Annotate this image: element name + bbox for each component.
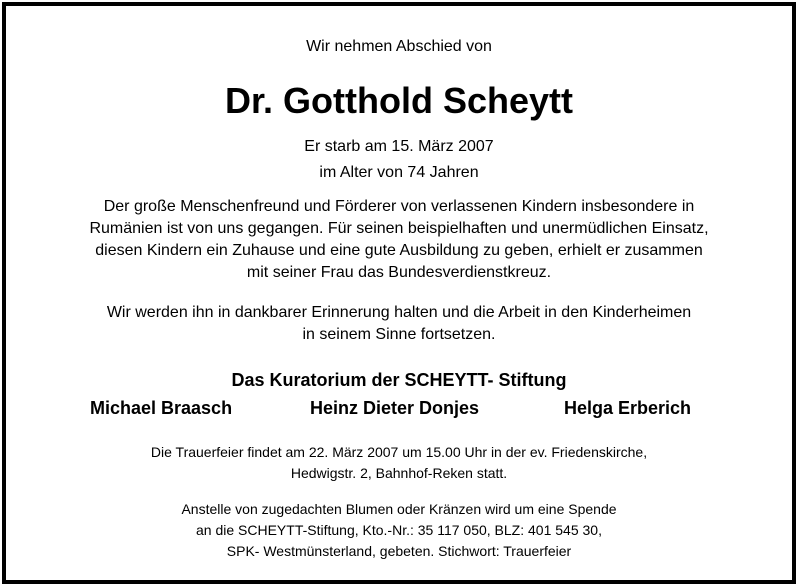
remembrance-line-2: in seinem Sinne fortsetzen. <box>302 326 496 343</box>
donation-line-1: Anstelle von zugedachten Blumen oder Kränzen wird um eine Spende <box>181 501 617 517</box>
member-name: Heinz Dieter Donjes <box>310 398 480 418</box>
member-name: Michael Braasch <box>90 398 233 418</box>
member-name: Helga Erberich <box>564 398 692 418</box>
death-date: Er starb am 15. März 2007 <box>304 138 494 155</box>
tribute-line-4: mit seiner Frau das Bundesverdienstkreuz. <box>246 264 552 281</box>
donation-line-3: SPK- Westmünsterland, gebeten. Stichwort: Trauerfeier <box>226 543 572 559</box>
intro-text: Wir nehmen Abschied von <box>306 38 492 55</box>
board-title: Das Kuratorium der SCHEYTT- Stiftung <box>231 370 567 390</box>
funeral-line-2: Hedwigstr. 2, Bahnhof-Reken statt. <box>290 465 508 481</box>
remembrance-line-1: Wir werden ihn in dankbarer Erinnerung halten und die Arbeit in den Kinderheimen <box>106 304 692 321</box>
tribute-line-1: Der große Menschenfreund und Förderer von verlassenen Kindern insbesondere in <box>103 198 695 215</box>
funeral-line-1: Die Trauerfeier findet am 22. März 2007 um 15.00 Uhr in der ev. Friedenskirche, <box>150 444 648 460</box>
tribute-line-2: Rumänien ist von uns gegangen. Für seinen beispielhaften und unermüdlichen Einsatz, <box>89 220 709 237</box>
notice-border <box>2 2 796 584</box>
deceased-name: Dr. Gotthold Scheytt <box>224 80 573 121</box>
age-at-death: im Alter von 74 Jahren <box>319 164 479 181</box>
tribute-line-3: diesen Kindern ein Zuhause und eine gute Ausbildung zu geben, erhielt er zusammen <box>95 242 703 259</box>
donation-line-2: an die SCHEYTT-Stiftung, Kto.-Nr.: 35 117 050, BLZ: 401 545 30, <box>196 522 602 538</box>
